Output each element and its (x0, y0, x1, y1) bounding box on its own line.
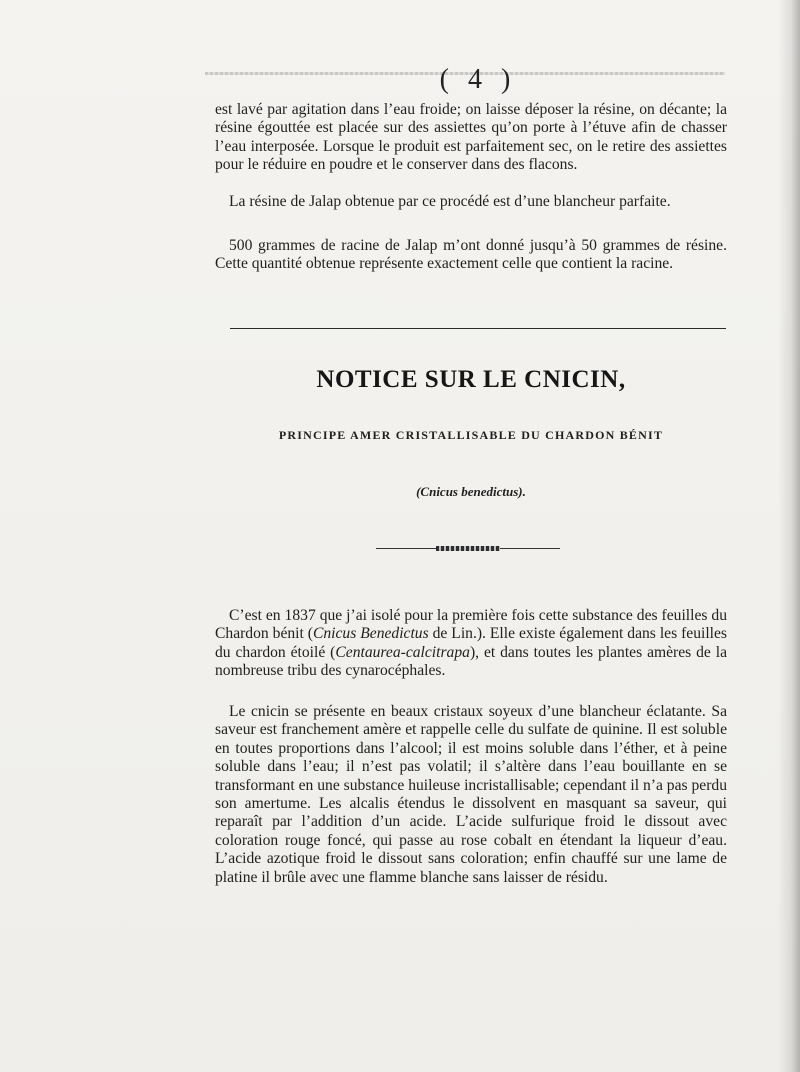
body-paragraph-1-part-c: ), et dans toutes les plantes amères de la nombreuse tribu des cynarocéphales. (215, 643, 728, 680)
intro-paragraph-1 (215, 101, 727, 175)
notice-title: NOTICE SUR LE CNICIN, (316, 366, 626, 393)
ornament-center (436, 546, 500, 551)
intro-paragraph-3 (215, 237, 727, 274)
intro-paragraph-2-text: La résine de Jalap obtenue par ce procédé est d’une blancheur parfaite. (229, 193, 671, 210)
ornament-right-line (500, 548, 560, 549)
page-edge-shadow (778, 0, 800, 1072)
ornament-left-line (376, 548, 436, 549)
ornament-divider (376, 546, 560, 552)
intro-paragraph-1-text: est lavé par agitation dans l’eau froide; on laisse déposer la résine, on décante; la résine égouttée est placée sur des assiettes qu’on porte à l’étuve afin de chasser l’eau interposée. Lorsque le produit est parfaitement sec, on le retire des assiettes pour le réduire en poudre et le conserver dans des flacons. (215, 101, 727, 174)
body-paragraph-1-italic-2: Centaurea-calcitrapa (335, 643, 470, 661)
body-paragraph-2 (215, 703, 727, 887)
body-paragraph-1-part-b: de Lin.). Elle existe également dans les feuilles du chardon étoilé ( (215, 625, 727, 661)
body-paragraph-1-italic-1: Cnicus Benedictus (312, 625, 429, 643)
body-paragraph-2-text: Le cnicin se présente en beaux cristaux soyeux d’une blancheur éclatante. Sa saveur est franchement amère et rappelle celle du sulfate de quinine. Il est soluble en toutes proportions dans l’alcool; il est moins soluble dans l’éther, et à peine soluble dans l’eau; il n’est pas volatil; il s’altère dans l’eau bouillante en se transformant en une substance huileuse incristallisable; cependant il n’a pas perdu son amertume. Les alcalis étendus le dissolvent en masquant sa saveur, qui reparaît par l’addition d’un acide. L’acide sulfurique froid le dissout avec coloration rouge foncé, qui passe au rose cobalt en étendant la liqueur d’eau. L’acide azotique froid le dissout sans coloration; enfin chauffé sur une lame de platine il brûle avec une flamme blanche sans laisser de résidu. (215, 703, 727, 886)
notice-subtitle: PRINCIPE AMER CRISTALLISABLE DU CHARDON BÉNIT (278, 428, 664, 442)
body-paragraph-1 (215, 607, 727, 681)
body-paragraph-1-part-a: C’est en 1837 que j’ai isolé pour la première fois cette substance des feuilles du Chardon bénit ( (215, 607, 727, 643)
page-number: ( 4 ) (439, 64, 517, 95)
body-paragraph-1-text (215, 607, 727, 681)
intro-paragraph-3-text: 500 grammes de racine de Jalap m’ont donné jusqu’à 50 grammes de résine. Cette quantité obtenue représente exactement celle que contient la racine. (215, 237, 727, 273)
section-separator (230, 328, 726, 329)
notice-latin-name: (Cnicus benedictus). (416, 484, 526, 499)
intro-paragraph-2 (215, 193, 727, 211)
